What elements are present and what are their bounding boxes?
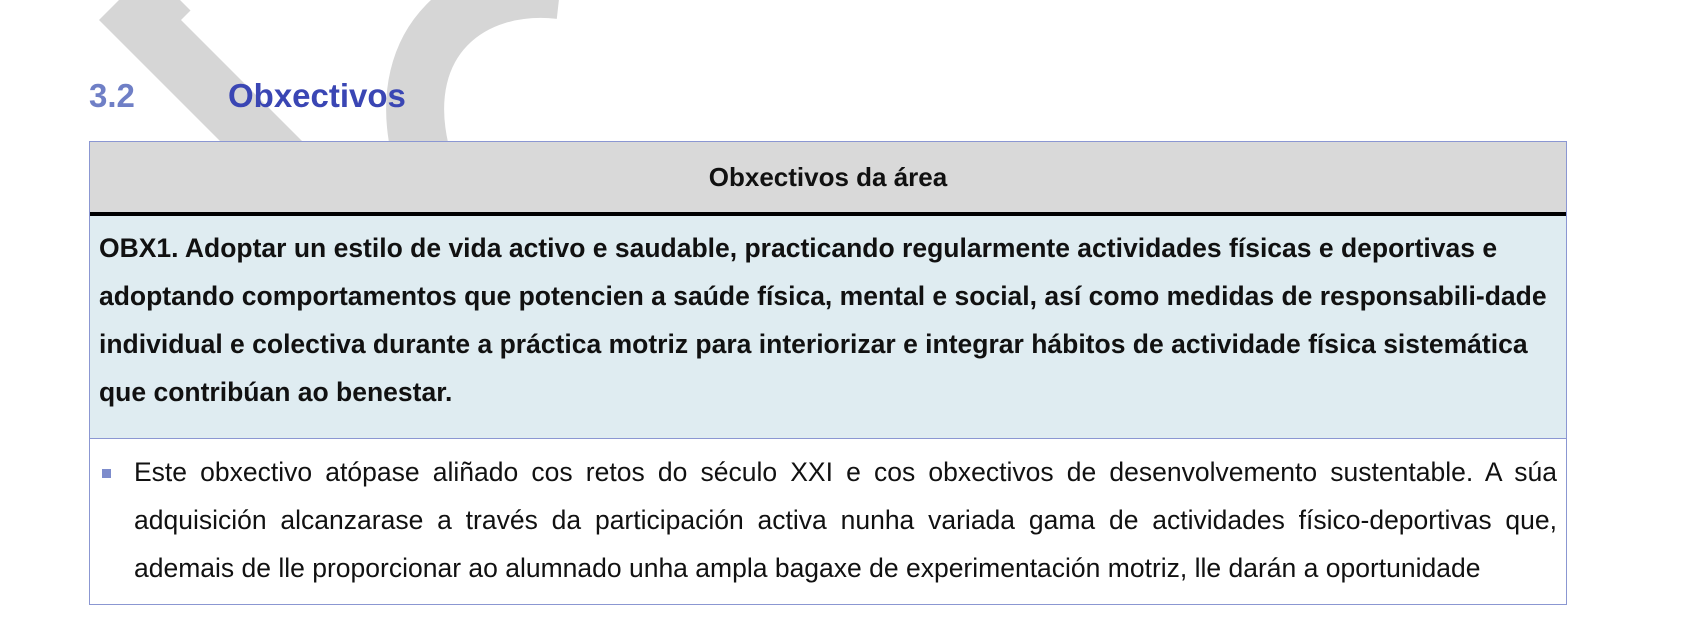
table-header: Obxectivos da área	[90, 142, 1566, 216]
objective-description-text: Este obxectivo atópase aliñado cos retos do século XXI e cos obxectivos de desenvolvemento sustentable. A súa adquisición alcanzarase a través da participación activa nunha variada gama de actividades físico-deportivas que, ademais de lle proporcionar ao alumnado unha ampla bagaxe de experimentación motriz, lle darán a oportunidade	[134, 457, 1557, 583]
objectives-table	[89, 141, 1567, 605]
section-heading	[89, 74, 406, 118]
section-title: Obxectivos	[228, 77, 406, 114]
section-number: 3.2	[89, 77, 135, 114]
objective-description	[90, 439, 1566, 592]
objective-statement: OBX1. Adoptar un estilo de vida activo e saudable, practicando regularmente actividades físicas e deportivas e adoptando comportamentos que potencien a saúde física, mental e social, así como medidas de responsabili-dade individual e colectiva durante a práctica motriz para interiorizar e integrar hábitos de actividade física sistemática que contribúan ao benestar.	[90, 216, 1566, 439]
square-bullet-icon	[102, 469, 111, 478]
